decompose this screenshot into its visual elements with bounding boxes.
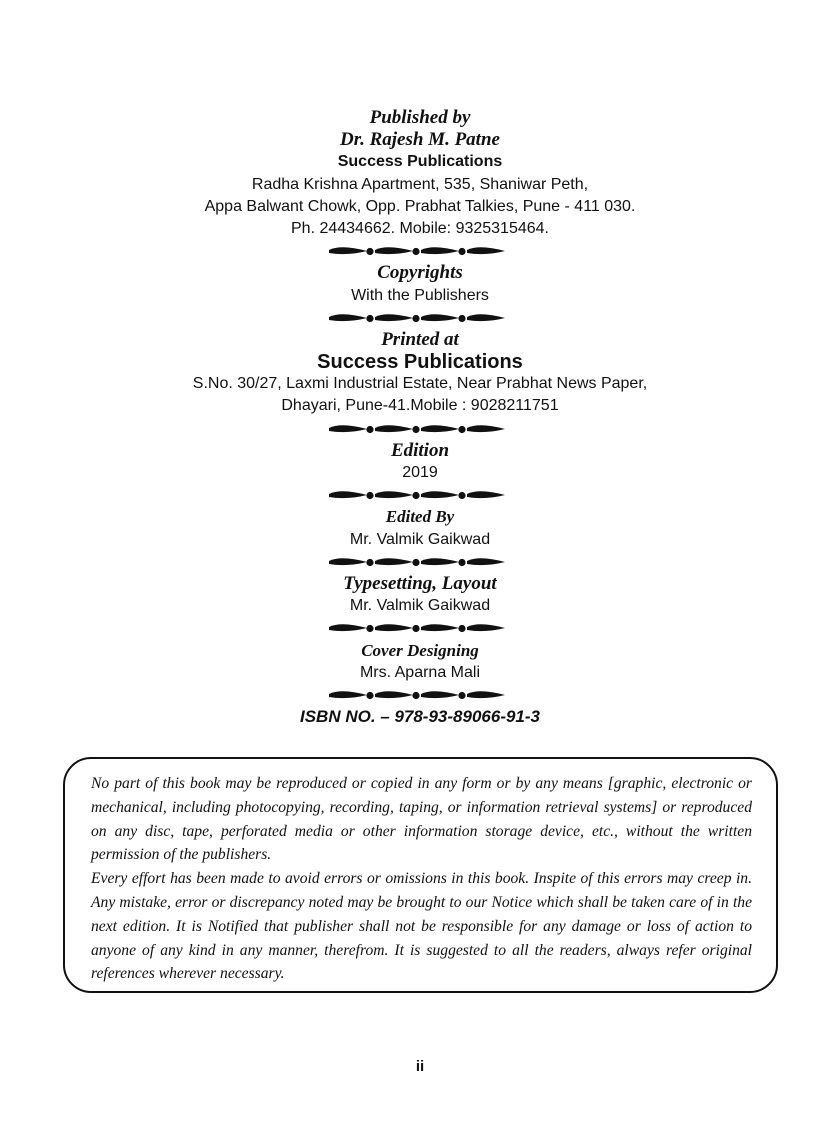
publisher-phone: Ph. 24434662. Mobile: 9325315464. — [291, 219, 549, 237]
isbn-number: ISBN NO. – 978-93-89066-91-3 — [299, 707, 541, 727]
printed-at-heading: Printed at — [381, 328, 459, 350]
typesetting-value: Mr. Valmik Gaikwad — [349, 597, 491, 615]
ornament-divider-icon — [0, 684, 840, 706]
cover-heading: Cover Designing — [361, 640, 479, 660]
published-by-heading: Published by — [369, 107, 471, 128]
cover-value: Mrs. Aparna Mali — [359, 663, 481, 681]
imprint-block — [0, 107, 840, 728]
publisher-name: Dr. Rajesh M. Patne — [340, 129, 500, 151]
edition-heading: Edition — [390, 439, 450, 461]
printer-address-1: S.No. 30/27, Laxmi Industrial Estate, Near Prabhat News Paper, — [192, 375, 648, 393]
page-number: ii — [415, 1058, 425, 1075]
printer-address-2: Dhayari, Pune-41.Mobile : 9028211751 — [281, 397, 559, 415]
edited-by-value: Mr. Valmik Gaikwad — [349, 530, 491, 548]
publisher-address-1: Radha Krishna Apartment, 535, Shaniwar Peth, — [251, 175, 589, 193]
typesetting-heading: Typesetting, Layout — [343, 572, 497, 594]
disclaimer-box — [63, 757, 778, 993]
ornament-divider-icon — [0, 307, 840, 329]
disclaimer-paragraph-1: No part of this book may be reproduced or copied in any form or by any means [graphic, electronic or mechanical, including photocopying, recording, taping, or information retrieval systems] or reproduced on any disc, tape, perforated media or other information storage device, etc., without the written permission of the publishers. — [91, 775, 752, 864]
publisher-company: Success Publications — [337, 153, 503, 171]
printer-company: Success Publications — [317, 351, 523, 374]
ornament-divider-icon — [0, 484, 840, 506]
ornament-divider-icon — [0, 240, 840, 262]
edition-value: 2019 — [402, 464, 438, 481]
ornament-divider-icon — [0, 418, 840, 440]
copyrights-heading: Copyrights — [377, 262, 463, 284]
publisher-address-2: Appa Balwant Chowk, Opp. Prabhat Talkies, Pune - 411 030. — [204, 197, 636, 215]
edited-by-heading: Edited By — [385, 507, 455, 527]
copyrights-value: With the Publishers — [351, 286, 489, 304]
disclaimer-paragraph-2: Every effort has been made to avoid errors or omissions in this book. Inspite of this errors may creep in. Any mistake, error or discrepancy noted may be brought to our Notice which shall be taken care of in the next edition. It is Notified that publisher shall not be responsible for any damage or loss of action to anyone of any kind in any manner, therefrom. It is suggested to all the readers, always refer original references wherever necessary. — [91, 870, 752, 983]
ornament-divider-icon — [0, 617, 840, 639]
ornament-divider-icon — [0, 551, 840, 573]
